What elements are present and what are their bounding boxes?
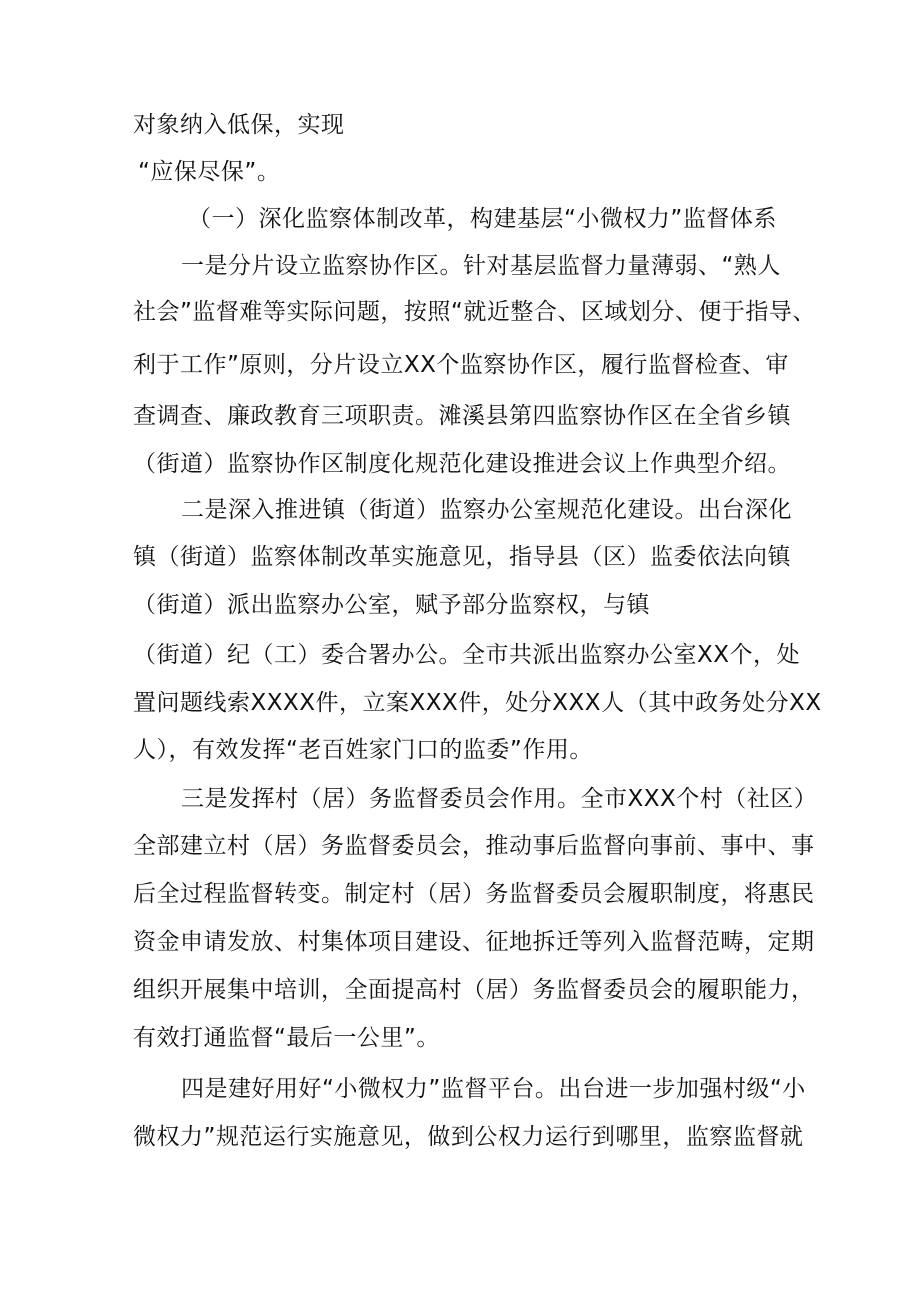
paragraph-3-line-1: 三是发挥村（居）务监督委员会作用。全市XXX个村（社区） [181,786,818,812]
paragraph-2-line-4: （街道）纪（工）委合署办公。全市共派出监察办公室XX个，处 [133,642,801,668]
paragraph-1-line-5: （街道）监察协作区制度化规范化建设推进会议上作典型介绍。 [133,451,791,477]
paragraph-1-line-3: 利于工作”原则，分片设立XX个监察协作区，履行监督检查、审 [133,352,789,378]
paragraph-2-line-2: 镇（街道）监察体制改革实施意见，指导县（区）监委依法向镇 [133,544,791,570]
paragraph-1-line-2: 社会”监督难等实际问题，按照“就近整合、区域划分、便于指导、 [133,299,816,325]
paragraph-2-line-6: 人），有效发挥“老百姓家门口的监委”作用。 [133,737,593,763]
paragraph-3-line-3: 后全过程监督转变。制定村（居）务监督委员会履职制度，将惠民 [133,881,815,907]
paragraph-2-line-1: 二是深入推进镇（街道）监察办公室规范化建设。出台深化 [181,497,792,523]
paragraph-4-line-2: 微权力”规范运行实施意见，做到公权力运行到哪里，监察监督就 [133,1124,804,1150]
paragraph-1-line-1: 一是分片设立监察协作区。针对基层监督力量薄弱、“熟人 [181,253,781,279]
paragraph-3-line-6: 有效打通监督“最后一公里”。 [133,1025,440,1051]
paragraph-4-line-1: 四是建好用好“小微权力”监督平台。出台进一步加强村级“小 [181,1076,806,1102]
paragraph-1-line-4: 查调查、廉政教育三项职责。滩溪县第四监察协作区在全省乡镇 [133,403,791,429]
section-heading: （一）深化监察体制改革，构建基层“小微权力”监督体系 [188,206,777,232]
paragraph-3-line-4: 资金申请发放、村集体项目建设、征地拆迁等列入监督范畴，定期 [133,929,815,955]
text-line-2: “应保尽保”。 [138,159,281,185]
text-line-1: 对象纳入低保，实现 [133,112,345,138]
paragraph-3-line-2: 全部建立村（居）务监督委员会，推动事后监督向事前、事中、事 [133,833,815,859]
paragraph-3-line-5: 组织开展集中培训，全面提高村（居）务监督委员会的履职能力， [133,977,815,1003]
paragraph-2-line-3: （街道）派出监察办公室，赋予部分监察权，与镇 [133,592,650,618]
paragraph-2-line-5: 置问题线索XXXX件，立案XXX件，处分XXX人（其中政务处分XX [133,690,822,716]
